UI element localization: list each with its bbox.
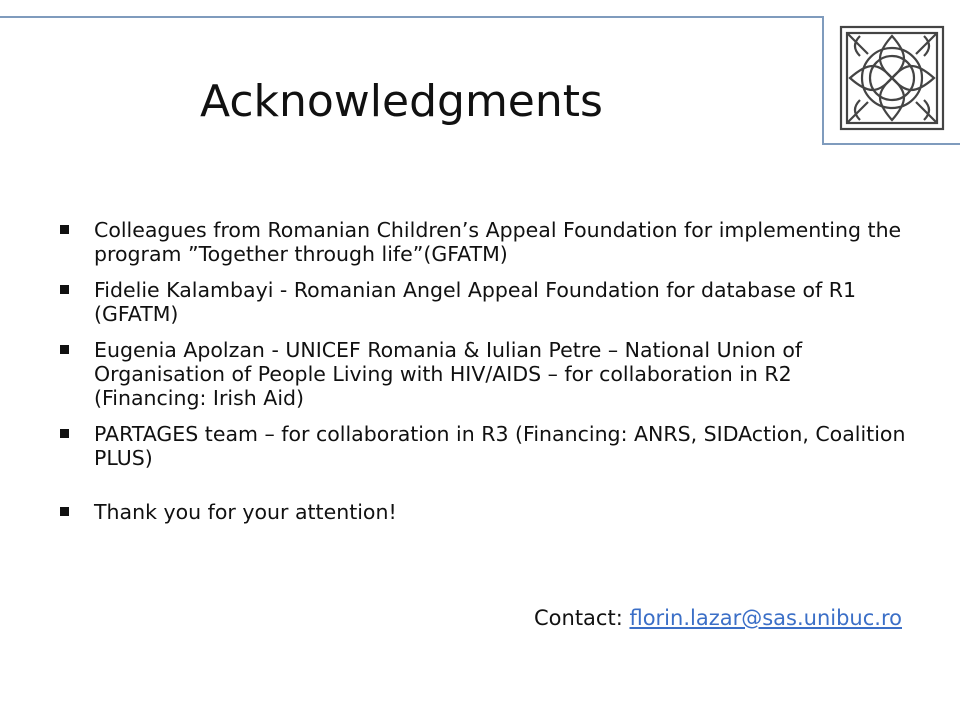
list-item-text: Colleagues from Romanian Children’s Appeal Foundation for implementing the program ”Together through life”(GFATM) bbox=[94, 218, 902, 266]
list-item-text: Fidelie Kalambayi - Romanian Angel Appeal Foundation for database of R1 (GFATM) bbox=[94, 278, 857, 326]
contact-email-link[interactable]: florin.lazar@sas.unibuc.ro bbox=[629, 606, 902, 630]
celtic-knot-icon bbox=[838, 24, 946, 132]
square-bullet-icon bbox=[60, 225, 69, 234]
list-item-text: Thank you for your attention! bbox=[94, 500, 397, 524]
slide-title: Acknowledgments bbox=[200, 76, 603, 127]
square-bullet-icon bbox=[60, 285, 69, 294]
square-bullet-icon bbox=[60, 429, 69, 438]
list-item bbox=[58, 218, 908, 266]
frame-right-line bbox=[822, 16, 824, 143]
list-item-text: PARTAGES team – for collaboration in R3 (Financing: ANRS, SIDAction, Coalition PLUS) bbox=[94, 422, 906, 470]
frame-bottom-line bbox=[822, 143, 960, 145]
contact-label: Contact: bbox=[534, 606, 623, 630]
acknowledgment-list bbox=[58, 218, 908, 536]
list-item-text: Eugenia Apolzan - UNICEF Romania & Iulian Petre – National Union of Organisation of People Living with HIV/AIDS – for collaboration in R2 (Financing: Irish Aid) bbox=[94, 338, 803, 410]
list-item bbox=[58, 338, 908, 410]
square-bullet-icon bbox=[60, 507, 69, 516]
frame-top-line bbox=[0, 16, 822, 18]
square-bullet-icon bbox=[60, 345, 69, 354]
list-item-thank-you bbox=[58, 500, 908, 524]
contact-line bbox=[534, 604, 902, 632]
list-item bbox=[58, 422, 908, 470]
list-item bbox=[58, 278, 908, 326]
